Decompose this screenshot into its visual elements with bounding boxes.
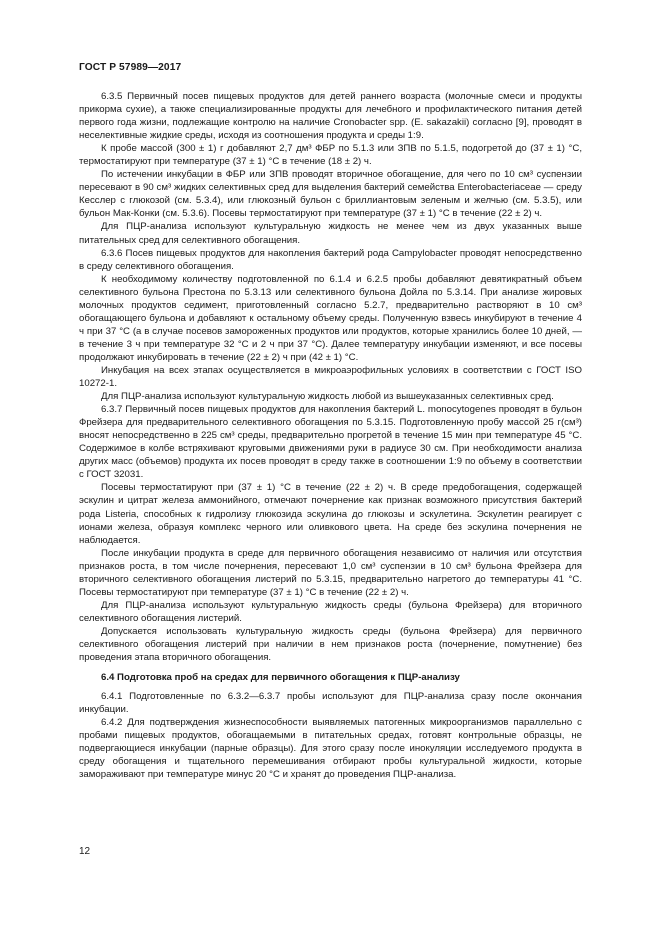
paragraph-6-4-2: 6.4.2 Для подтверждения жизнеспособности выявляемых патогенных микроорганизмов параллельно с пробами пищевых продуктов, обогащаемыми в питательных средах, готовят контрольные образцы, не подвергающиеся инкубации (парные образцы). Для этого сразу после инокуляции исследуемого продукта в среду обогащения и тщательного перемешивания отбирают пробы культуральной жидкости, которые замораживают при температуре минус 20 °С и хранят до проведения ПЦР-анализа. — [79, 717, 582, 781]
paragraph-6-3-7: 6.3.7 Первичный посев пищевых продуктов для накопления бактерий L. monocytogenes проводят в бульон Фрейзера для предварительного селективного обогащения по 5.3.15. Подготовленную пробу массой 25 г(см³) вносят непосредственно в 225 см³ среды, предварительно прогретой в течение 15 мин при температуре 45 °С. Содержимое в колбе встряхивают круговыми движениями руки в радиусе 30 см. При необходимости анализа других масс (объемов) продукта их посев проводят в среду также в соотношении 1:9 по объему в соответствии с ГОСТ 32031. — [79, 404, 582, 481]
paragraph: Инкубация на всех этапах осуществляется в микроаэрофильных условиях в соответствии с ГОСТ ISO 10272-1. — [79, 364, 582, 390]
paragraph: Для ПЦР-анализа используют культуральную жидкость среды (бульона Фрейзера) для вторичного селективного обогащения листерий. — [79, 599, 582, 624]
paragraph-6-4-1: 6.4.1 Подготовленные по 6.3.2—6.3.7 пробы используют для ПЦР-анализа сразу после окончания инкубации. — [79, 691, 582, 716]
page-number: 12 — [79, 846, 91, 857]
paragraph: После инкубации продукта в среде для первичного обогащения независимо от наличия или отсутствия признаков роста, в том числе почернения, пересевают 1,0 см³ суспензии в 10 см³ бульона Фрейзера для вторичного селективного обогащения листерий по 5.3.15, предварительно нагретого до температуры 41 °С. Посевы термостатируют при температуре (37 ± 1) °С в течение (22 ± 2) ч. — [79, 547, 582, 598]
paragraph: Для ПЦР-анализа используют культуральную жидкость не менее чем из двух указанных выше питательных сред для селективного обогащения. — [79, 221, 582, 246]
paragraph-6-3-6: 6.3.6 Посев пищевых продуктов для накопления бактерий рода Campylobacter проводят непосредственно в среду селективного обогащения. — [79, 247, 582, 272]
document-header: ГОСТ Р 57989—2017 — [79, 62, 182, 73]
paragraph: К необходимому количеству подготовленной по 6.1.4 и 6.2.5 пробы добавляют девятикратный объем селективного бульона Престона по 5.3.13 или селективного бульона Дойла по 5.3.14. При анализе жировых молочных продуктов седимент, приготовленный согласно 5.2.7, предварительно растворяют в 10 см³ обогащающего бульона и добавляют к остальному объему среды. Полученную взвесь инкубируют в течение 4 ч при 37 °С (а в случае посевов замороженных продуктов или продуктов, которые хранились более 10 дней, — в течение 3 ч при температуре 32 °С и 2 ч при 37 °С). Далее температуру инкубации изменяют, и все посевы продолжают инкубировать в течение (22 ± 2) ч при (42 ± 1) °С. — [79, 273, 582, 363]
paragraph: Для ПЦР-анализа используют культуральную жидкость любой из вышеуказанных селективных сред. — [101, 391, 554, 403]
document-body — [79, 90, 582, 781]
paragraph: Допускается использовать культуральную жидкость среды (бульона Фрейзера) для первичного селективного обогащения листерий при наличии в нем признаков роста (почернение, помутнение) без проведения этапа вторичного обогащения. — [79, 625, 582, 664]
paragraph: К пробе массой (300 ± 1) г добавляют 2,7 дм³ ФБР по 5.1.3 или ЗПВ по 5.1.5, подогретой до (37 ± 1) °С, термостатируют при температуре (37 ± 1) °С в течение (18 ± 2) ч. — [79, 143, 582, 168]
paragraph-6-3-5: 6.3.5 Первичный посев пищевых продуктов для детей раннего возраста (молочные смеси и продукты прикорма сухие), а также специализированные продукты для лечебного и профилактического питания детей первого года жизни, подлежащие контролю на наличие Cronobacter spp. (E. sakazakii) согласно [9], проводят в неселективные жидкие среды, исходя из соотношения продукта и среды 1:9. — [79, 91, 582, 142]
paragraph: По истечении инкубации в ФБР или ЗПВ проводят вторичное обогащение, для чего по 10 см³ суспензии пересевают в 90 см³ жидких селективных сред для выделения бактерий семейства Enterobacteriaceae — среду Кесслер с глюкозой (см. 5.3.4), или глюкозный бульон с бриллиантовым зеленым и желчью (см. 5.3.5), или бульон Мак-Конки (см. 5.3.6). Посевы термостатируют при температуре (37 ± 1) °С в течение (22 ± 2) ч. — [79, 169, 582, 220]
paragraph: Посевы термостатируют при (37 ± 1) °С в течение (22 ± 2) ч. В среде предобогащения, содержащей эскулин и цитрат железа аммонийного, отмечают почернение как признак возможного присутствия бактерий рода Listeria, способных к гидролизу глюкозида эскулина до глюкозы и эскулетина. Эскулетин реагирует с ионами железа, образуя комплекс черного или оливкового цвета. На среде без эскулина почернения не наблюдается. — [79, 482, 582, 546]
section-heading-6-4: 6.4 Подготовка проб на средах для первичного обогащения к ПЦР-анализу — [101, 672, 460, 684]
